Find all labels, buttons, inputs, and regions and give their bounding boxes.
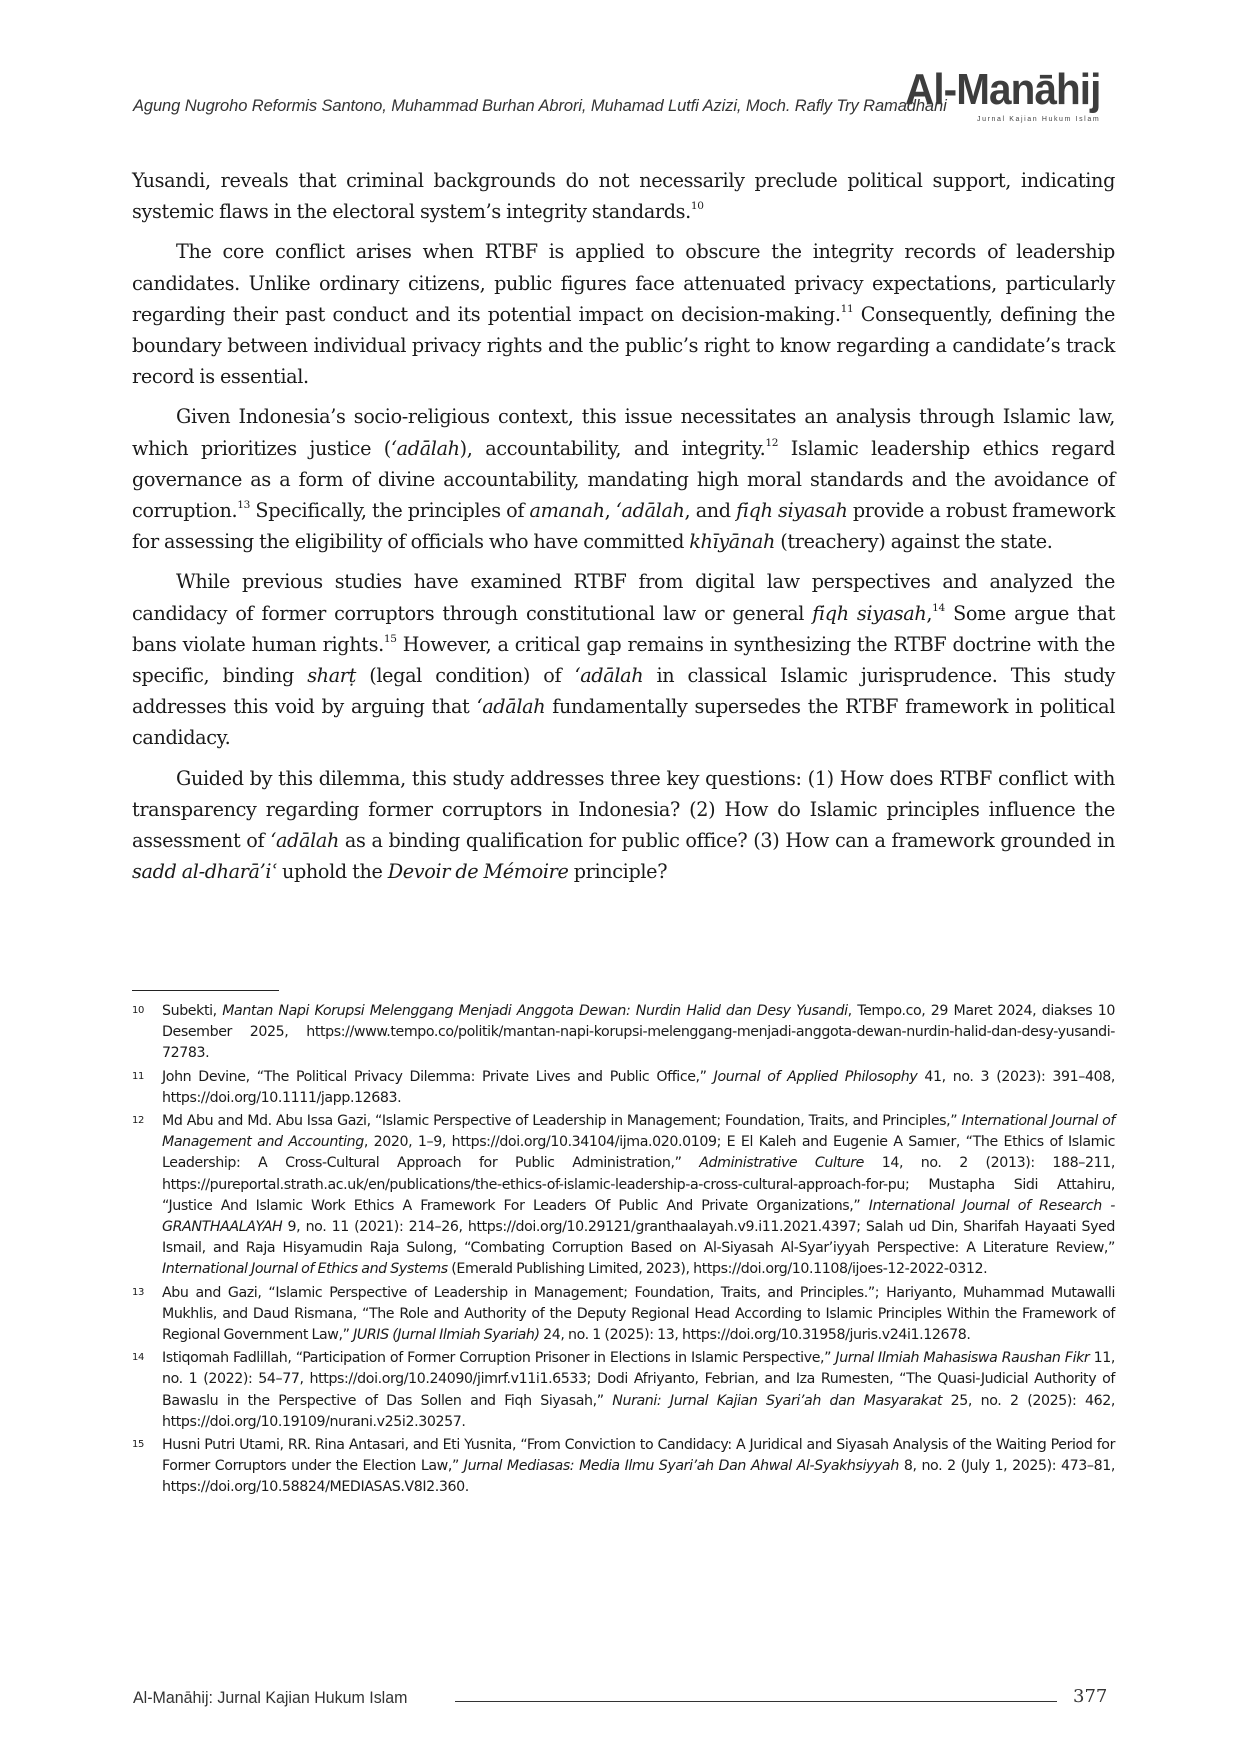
footnote-ref-12[interactable]: 12 [765, 436, 779, 449]
footnote-number: 11 [132, 1070, 144, 1082]
footer-divider [455, 1701, 1057, 1702]
footnote-ref-15[interactable]: 15 [383, 632, 397, 645]
footnote-divider [132, 990, 279, 991]
footnote-ref-13[interactable]: 13 [237, 499, 251, 512]
page-number: 377 [1073, 1686, 1108, 1707]
paragraph-1: Yusandi, reveals that criminal backgrounds do not necessarily preclude political support, indicating systemic flaws in the electoral system’s integrity standards.$^{10}$ [132, 169, 1115, 224]
footnote-11: 11 John Devine, “The Political Privacy Dilemma: Private Lives and Public Office,” Journal of Applied Philosophy 41, no. 3 (2023): 391–408, https://doi.org/10.1111/japp.12683. [132, 1067, 1115, 1109]
footnotes [132, 1001, 1115, 1501]
logo-wordmark: Al-Manāhij [905, 65, 1101, 114]
footnote-13: 13 Abu and Gazi, “Islamic Perspective of Leadership in Management; Foundation, Traits, and Principles.”; Hariyanto, Muhammad Mutawalli Mukhlis, and Daud Rismana, “The Role and Authority of the Deputy Regional Head According to Islamic Principles Within the Framework of Regional Government Law,” JURIS (Jurnal Ilmiah Syariah) 24, no. 1 (2025): 13, https://doi.org/10.31958/juris.v24i1.12678. [132, 1283, 1115, 1347]
running-header-authors: Agung Nugroho Reformis Santono, Muhammad Burhan Abrori, Muhamad Lutfi Azizi, Moch. Rafly Try Ramadhani [133, 97, 947, 115]
footnote-12: 12 Md Abu and Md. Abu Issa Gazi, “Islamic Perspective of Leadership in Management; Foundation, Traits, and Principles,” International Journal of Management and Accounting, 2020, 1–9, https://doi.org/10.34104/ijma.020.0109; E El Kaleh and Eugenie A Samıer, “The Ethics of Islamic Leadership: A Cross-Cultural Approach for Public Administration,” Administrative Culture 14, no. 2 (2013): 188–211, https://pureportal.strath.ac.uk/en/publications/the-ethics-of-islamic-leadership-a-cross-cultural-approach-for-pu; Mustapha Sidi Attahiru, “Justice And Islamic Work Ethics A Framework For Leaders Of Public And Private Organizations,” International Journal of Research -GRANTHAALAYAH 9, no. 11 (2021): 214–26, https://doi.org/10.29121/granthaalayah.v9.i11.2021.4397; Salah ud Din, Sharifah Hayaati Syed Ismail, and Raja Hisyamudin Raja Sulong, “Combating Corruption Based on Al-Siyasah Al-Syar’iyyah Perspective: A Literature Review,” International Journal of Ethics and Systems (Emerald Publishing Limited, 2023), https://doi.org/10.1108/ijoes-12-2022-0312. [132, 1111, 1115, 1281]
footnote-14: 14 Istiqomah Fadlillah, “Participation of Former Corruption Prisoner in Elections in Islamic Perspective,” Jurnal Ilmiah Mahasiswa Raushan Fikr 11, no. 1 (2022): 54–77, https://doi.org/10.24090/jimrf.v11i1.6533; Dodi Afriyanto, Febrian, and Iza Rumesten, “The Quasi-Judicial Authority of Bawaslu in the Perspective of Das Sollen and Fiqh Siyasah,” Nurani: Jurnal Kajian Syari’ah dan Masyarakat 25, no. 2 (2025): 462, https://doi.org/10.19109/nurani.v25i2.30257. [132, 1348, 1115, 1433]
footnote-10: 10 Subekti, Mantan Napi Korupsi Melenggang Menjadi Anggota Dewan: Nurdin Halid dan Desy Yusandi, Tempo.co, 29 Maret 2024, diakses 10 Desember 2025, https://www.tempo.co/politik/mantan-napi-korupsi-melenggang-menjadi-anggota-dewan-nurdin-halid-dan-desy-yusandi-72783. [132, 1001, 1115, 1065]
footnote-15: 15 Husni Putri Utami, RR. Rina Antasari, and Eti Yusnita, “From Conviction to Candidacy: A Juridical and Siyasah Analysis of the Waiting Period for Former Corruptors under the Election Law,” Jurnal Mediasas: Media Ilmu Syari’ah Dan Ahwal Al-Syakhsiyyah 8, no. 2 (July 1, 2025): 473–81, https://doi.org/10.58824/MEDIASAS.V8I2.360. [132, 1435, 1115, 1499]
footnote-number: 10 [132, 1005, 144, 1016]
footnote-number: 12 [132, 1115, 144, 1127]
logo-tagline: Jurnal Kajian Hukum Islam [977, 116, 1101, 123]
footnote-number: 15 [132, 1439, 144, 1451]
footnote-ref-11[interactable]: 11 [840, 302, 854, 315]
running-footer-journal: Al-Manāhij: Jurnal Kajian Hukum Islam [133, 1688, 408, 1707]
footnote-number: 13 [132, 1286, 144, 1298]
footnote-ref-10[interactable]: 10 [690, 200, 704, 213]
footnote-ref-14[interactable]: 14 [932, 601, 945, 614]
paragraph-3: Given Indonesia’s socio-religious context, this issue necessitates an analysis through Islamic law, which prioritizes justice (‘adālah), accountability, and integrity.$^{12}$ Islamic leadership ethics regard governance as a form of divine accountability, mandating high moral standards and the avoidance of corruption.$^{13}$ Specifically, the principles of amanah, ‘adālah, and fiqh siyasah provide a robust framework for assessing the eligibility of officials who have committed khīyānah (treachery) against the state. [132, 405, 1116, 554]
body-text [132, 165, 1115, 896]
footnote-number: 14 [132, 1352, 144, 1364]
paragraph-5: Guided by this dilemma, this study addresses three key questions: (1) How does RTBF conflict with transparency regarding former corruptors in Indonesia? (2) How do Islamic principles influence the assessment of ‘adālah as a binding qualification for public office? (3) How can a framework grounded in sadd al-dharā’iʿ uphold the Devoir de Mémoire principle? [132, 766, 1115, 884]
paragraph-4: While previous studies have examined RTBF from digital law perspectives and analyzed the candidacy of former corruptors through constitutional law or general fiqh siyasah,$^{14}$ Some argue that bans violate human rights.$^{15}$ However, a critical gap remains in synthesizing the RTBF doctrine with the specific, binding sharṭ (legal condition) of ‘adālah in classical Islamic jurisprudence. This study addresses this void by arguing that ‘adālah fundamentally supersedes the RTBF framework in political candidacy. [132, 570, 1116, 750]
journal-logo [905, 64, 1115, 134]
paragraph-2: The core conflict arises when RTBF is applied to obscure the integrity records of leadership candidates. Unlike ordinary citizens, public figures face attenuated privacy expectations, particularly regarding their past conduct and its potential impact on decision-making.$^{11}$ Consequently, defining the boundary between individual privacy rights and the public’s right to know regarding a candidate’s track record is essential. [132, 240, 1115, 389]
